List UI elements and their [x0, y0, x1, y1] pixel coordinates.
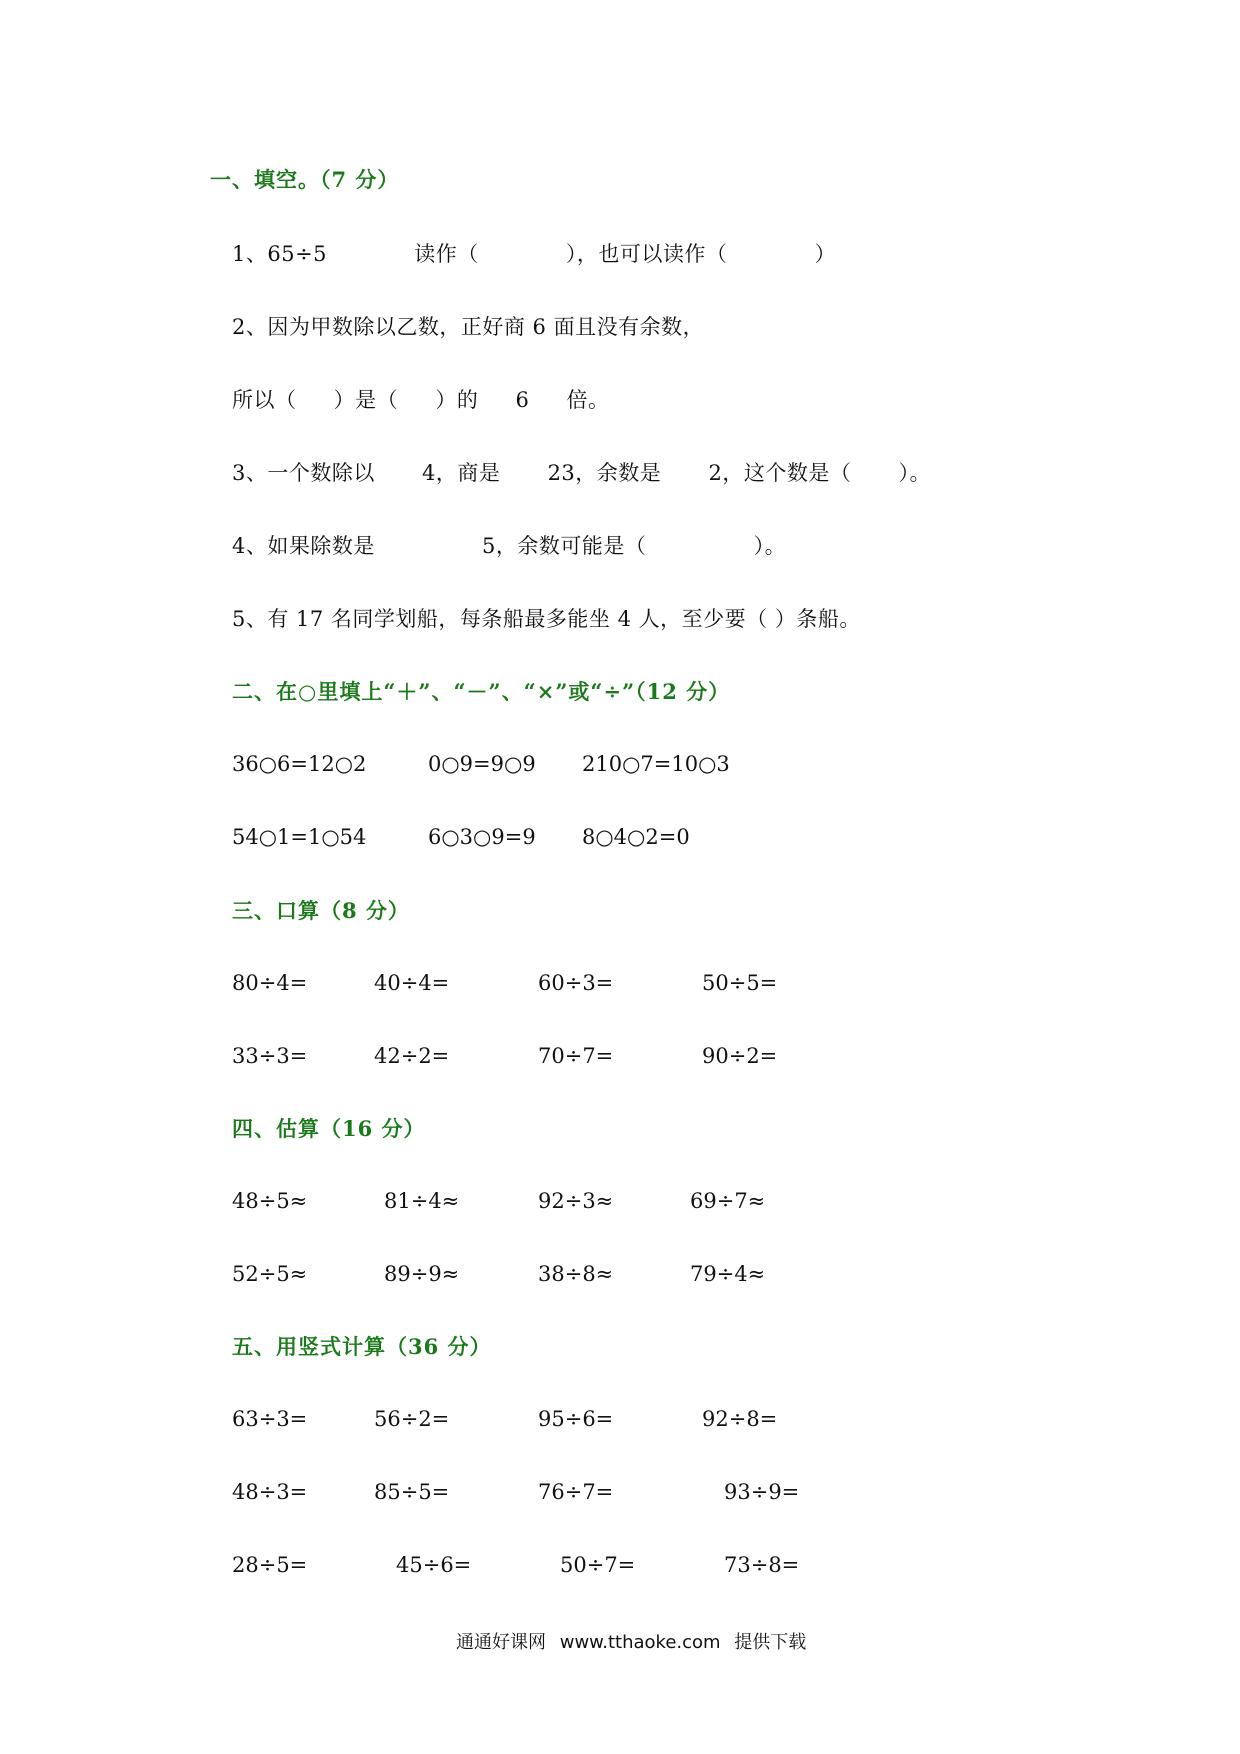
operator-problem: 8○4○2=0 — [582, 825, 690, 849]
estimation-problem: 89÷9≈ — [384, 1262, 460, 1286]
section3-heading: 三、口算（8 分） — [232, 898, 410, 923]
footer-url[interactable]: www.tthaoke.com — [559, 1632, 721, 1653]
question-2-continued: 所以（ ）是（ ）的 6 倍。 — [232, 388, 610, 412]
section2-heading: 二、在○里填上“＋”、“－”、“×”或“÷”（12 分） — [232, 679, 731, 704]
vertical-calc-problem: 28÷5= — [232, 1553, 308, 1577]
estimation-problem: 69÷7≈ — [690, 1189, 766, 1213]
question-5: 5、有 17 名同学划船，每条船最多能坐 4 人，至少要（ ）条船。 — [232, 607, 861, 631]
vertical-calc-problem: 85÷5= — [374, 1480, 450, 1504]
question-4: 4、如果除数是 5，余数可能是（ ）。 — [232, 534, 787, 558]
section5-heading: 五、用竖式计算（36 分） — [232, 1334, 492, 1359]
estimation-problem: 38÷8≈ — [538, 1262, 614, 1286]
footer-site-name: 通通好课网 — [456, 1632, 546, 1653]
operator-problem: 210○7=10○3 — [582, 752, 730, 776]
vertical-calc-problem: 63÷3= — [232, 1407, 308, 1431]
section4-heading: 四、估算（16 分） — [232, 1116, 426, 1141]
vertical-calc-problem: 95÷6= — [538, 1407, 614, 1431]
operator-problem: 36○6=12○2 — [232, 752, 367, 776]
mental-math-problem: 42÷2= — [374, 1044, 450, 1068]
estimation-problem: 79÷4≈ — [690, 1262, 766, 1286]
estimation-problem: 48÷5≈ — [232, 1189, 308, 1213]
footer-suffix: 提供下载 — [734, 1632, 807, 1653]
vertical-calc-problem: 50÷7= — [560, 1553, 636, 1577]
question-2: 2、因为甲数除以乙数，正好商 6 面且没有余数， — [232, 315, 705, 339]
estimation-problem: 52÷5≈ — [232, 1262, 308, 1286]
vertical-calc-problem: 93÷9= — [724, 1480, 800, 1504]
question-3: 3、一个数除以 4，商是 23，余数是 2，这个数是（ ）。 — [232, 461, 932, 485]
vertical-calc-problem: 76÷7= — [538, 1480, 614, 1504]
mental-math-problem: 90÷2= — [702, 1044, 778, 1068]
vertical-calc-problem: 45÷6= — [396, 1553, 472, 1577]
estimation-problem: 81÷4≈ — [384, 1189, 460, 1213]
operator-problem: 6○3○9=9 — [428, 825, 536, 849]
vertical-calc-problem: 73÷8= — [724, 1553, 800, 1577]
question-1: 1、65÷5 读作（ ），也可以读作（ ） — [232, 242, 837, 266]
vertical-calc-problem: 92÷8= — [702, 1407, 778, 1431]
estimation-problem: 92÷3≈ — [538, 1189, 614, 1213]
mental-math-problem: 50÷5= — [702, 971, 778, 995]
mental-math-problem: 33÷3= — [232, 1044, 308, 1068]
vertical-calc-problem: 56÷2= — [374, 1407, 450, 1431]
mental-math-problem: 40÷4= — [374, 971, 450, 995]
mental-math-problem: 60÷3= — [538, 971, 614, 995]
mental-math-problem: 70÷7= — [538, 1044, 614, 1068]
footer-credit — [456, 1628, 814, 1654]
section1-heading: 一、填空。（7 分） — [210, 167, 400, 192]
mental-math-problem: 80÷4= — [232, 971, 308, 995]
operator-problem: 54○1=1○54 — [232, 825, 367, 849]
vertical-calc-problem: 48÷3= — [232, 1480, 308, 1504]
operator-problem: 0○9=9○9 — [428, 752, 536, 776]
